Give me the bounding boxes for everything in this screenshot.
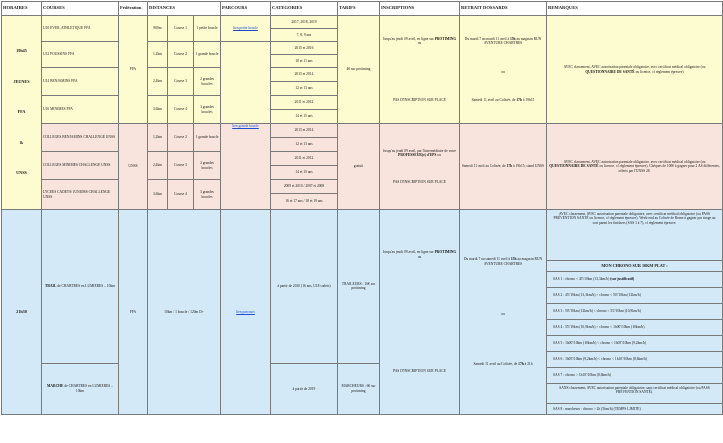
parcours-trail-link[interactable] — [221, 210, 271, 415]
insc-trail-b: PROTIMING — [434, 250, 457, 255]
retrait2-b: 15h — [510, 257, 517, 262]
time-19h45: 19h45 — [16, 48, 27, 54]
retrait-ffa — [460, 16, 547, 124]
label-amp: & — [19, 139, 24, 145]
sas-1-text: SAS 1 : chrono < 45'/10km (13,3km/h) — [553, 277, 610, 281]
insc-ffa-d: PAS D'INSCRIPTION SUR PLACE — [393, 97, 446, 102]
course-col-minimes: COLLEGES MINIMES CHALLENGE UNSS — [42, 152, 119, 180]
retrait2-f: à 21h — [524, 362, 533, 367]
course-u14: U14 BENJAMINS FFA — [42, 68, 119, 96]
header-distances: DISTANCES — [148, 2, 221, 16]
rem-unss-c: ou licence, cf règlement épreuve). Chèques de 100€ à gagner pour 2 AS différentes, offerts par l'UNSS 28. — [599, 164, 720, 173]
label-jeunes: JEUNES — [13, 78, 30, 84]
dist-u10: 900m — [148, 16, 168, 42]
insc-trail-c: ou — [417, 254, 422, 259]
retrait-b: 15h — [509, 36, 516, 41]
schedule-table — [1, 1, 723, 415]
dist-col-benjamins: 1,2km — [148, 124, 168, 152]
course-n-u10: Course 1 — [168, 16, 194, 42]
insc-unss-a: Jusqu'au jeudi 09 avril, par l'intermédiaire de votre — [383, 148, 456, 153]
cat-u16-ages: 14 et 15 ans — [271, 110, 338, 124]
dist-col-minimes: 2,4km — [148, 152, 168, 180]
course-u12: U12 POUSSINS FFA — [42, 42, 119, 68]
cat-col-benjamins-ages: 12 et 13 ans — [271, 138, 338, 152]
insc-ffa-c: ou — [417, 41, 422, 46]
loops-u16: 3 grandes boucles — [194, 96, 221, 124]
cat-u16-years: 2011 et 2012 — [271, 96, 338, 110]
cat-lycees-years: 2009 et 2010 / 2007 et 2008 — [271, 180, 338, 194]
sas-1-extra: (sur justificatif) — [610, 277, 635, 281]
loops-col-benjamins: 1 grande boucle — [194, 124, 221, 152]
remarques-trail — [547, 210, 723, 415]
course-u10: U10 EVEIL ATHLETIQUE FFA — [42, 16, 119, 42]
insc-unss — [380, 124, 460, 210]
course-n-col-minimes: Course 3 — [168, 152, 194, 180]
header-inscriptions: INSCRIPTIONS — [380, 2, 460, 16]
retrait-f: à 19h15 — [522, 97, 535, 102]
header-horaires: HORAIRES — [2, 2, 42, 16]
chrono-title: MON CHRONO SUR 10KM PLAT : — [547, 260, 722, 271]
trail-desc: de CHARTRES en LUMIERES – 10km — [57, 284, 116, 289]
retrait2-c: au magasin RUN AVENTURE CHARTRES — [483, 257, 543, 266]
fed-unss: UNSS — [119, 124, 148, 210]
horaire-jeunes-cell — [2, 16, 42, 210]
tarif-marche: MARCHEURS : 6€ sur protiming — [338, 363, 380, 414]
retrait2-d: Samedi 11 avril au Colisée, de — [473, 362, 518, 367]
sas-2: SAS 2 : 45'/10km (13,3km/h) < chrono < 50'/10km (12km/h) — [547, 287, 722, 303]
rem-unss-b: QUESTIONNAIRE DE SANTÉ — [549, 164, 599, 169]
rem-marche: SANS classement, AVEC autorisation parentale obligatoire, sans certificat médical obligatoire (ou PASS PRÉVENTION SANTÉ). — [547, 383, 722, 403]
sas-3: SAS 3 : 50'/10km (12km/h) < chrono < 55'/10km (10,9km/h) — [547, 303, 722, 319]
cat-col-benjamins-years: 2013 et 2014 — [271, 124, 338, 138]
parcours-big-text[interactable]: lien grande boucle — [232, 124, 259, 128]
insc-ffa-a: Jusqu'au jeudi 09 avril, en ligne sur — [382, 36, 434, 41]
retrait-d: Samedi 11 avril au Colisée, de — [471, 97, 516, 102]
tarif-ffa: 4€ sur protiming — [338, 16, 380, 124]
rem-ffa-c: ou licence, cf règlement épreuve) — [635, 69, 684, 74]
loops-lycees: 3 grandes boucles — [194, 180, 221, 210]
time-21h30: 21h30 — [2, 210, 42, 415]
retrait-ou: ou — [501, 69, 505, 74]
sas-7: SAS 7 : chrono > 1h10'/10km (8,6km/h) — [547, 367, 722, 383]
cat-u10-ages: 7, 8, 9 ans — [271, 29, 338, 42]
fed-trail: FFA — [119, 210, 148, 415]
sas-8: SAS 8 : marcheurs : chrono > 2h (5km/h) (TEMPS LIMITE) — [547, 403, 722, 414]
parcours-empty — [221, 42, 271, 124]
course-lycees: LYCEES CADETS/ JUNIORS CHALLENGE UNSS — [42, 180, 119, 210]
cat-col-minimes-years: 2011 et 2012 — [271, 152, 338, 166]
fed-ffa: FFA — [119, 16, 148, 124]
remarques-ffa — [547, 16, 723, 124]
dist-trail: 10km / 1 boucle / 120m D+ — [148, 210, 221, 415]
insc-trail — [380, 210, 460, 415]
retrait-c: au magasin RUN AVENTURE CHARTRES — [483, 36, 542, 46]
insc-trail-d: PAS D'INSCRIPTION SUR PLACE — [393, 369, 446, 374]
sas-6: SAS 6 : 1h05'/10km (9,2km/h) < chrono < 1h10'/10km (8,6km/h) — [547, 351, 722, 367]
retrait-trail — [460, 210, 547, 415]
marche-title: MARCHE — [47, 384, 64, 389]
course-trail — [42, 210, 119, 364]
parcours-big-link[interactable] — [221, 124, 271, 210]
loops-u12: 1 grande boucle — [194, 42, 221, 68]
cat-u10-years: 2017, 2018, 2019 — [271, 16, 338, 29]
course-n-u16: Course 4 — [168, 96, 194, 124]
course-u16: U16 MINIMES FFA — [42, 96, 119, 124]
dist-lycees: 3,6km — [148, 180, 168, 210]
cat-u12-ages: 10 et 11 ans — [271, 55, 338, 68]
course-marche — [42, 363, 119, 414]
retrait-unss — [460, 124, 547, 210]
course-n-u14: Course 3 — [168, 68, 194, 96]
retrait-unss-a: Samedi 11 avril au Colisée, de — [461, 164, 506, 169]
loops-col-minimes: 2 grandes boucles — [194, 152, 221, 180]
parcours-small-link[interactable] — [221, 16, 271, 42]
rem-trail-intro: AVEC classement, AVEC autorisation parentale obligatoire, avec certificat médical obligatoire (ou PASS PRÉVENTION SANTÉ ou licence, cf règlement épreuve). Week-end au Colisée de Rome à gagner par tirage au sort parmi les finishers (SAS 1 à 7), cf règlement épreuve. — [553, 212, 716, 225]
tarif-trail: TRAILEURS : 16€ sur protiming — [338, 210, 380, 364]
retrait-e: 17h — [516, 97, 522, 102]
header-categories: CATEGORIES — [271, 2, 338, 16]
parcours-trail-text[interactable]: lien parcours — [236, 309, 255, 314]
dist-u16: 3,6km — [148, 96, 168, 124]
insc-trail-a: Jusqu'au jeudi 09 avril, en ligne sur — [382, 250, 434, 255]
insc-ffa-b: PROTIMING — [434, 36, 457, 41]
sas-1 — [547, 271, 722, 287]
header-courses: COURSES — [42, 2, 119, 16]
course-n-lycees: Course 4 — [168, 180, 194, 210]
retrait-unss-c: à 19h15, stand UNSS — [513, 164, 545, 169]
cat-u14-years: 2013 et 2014 — [271, 68, 338, 82]
tarif-unss: gratuit — [338, 124, 380, 210]
remarques-unss — [547, 124, 723, 210]
course-n-col-benjamins: Course 2 — [168, 124, 194, 152]
insc-unss-d: PAS D'INSCRIPTION SUR PLACE — [393, 179, 446, 184]
cat-u14-ages: 12 et 13 ans — [271, 82, 338, 96]
course-n-u12: Course 2 — [168, 42, 194, 68]
rem-ffa-a: AVEC classement, AVEC autorisation parentale obligatoire, avec certificat médical obligatoire (ou — [563, 65, 706, 70]
header-row — [2, 2, 723, 16]
sas-4: SAS 4 : 55'/10km (10,9km/h) < chrono < 1h00'/10km (10km/h) — [547, 319, 722, 335]
cat-col-minimes-ages: 14 et 15 ans — [271, 166, 338, 180]
label-unss: UNSS — [16, 170, 27, 176]
retrait2-e: 17h — [518, 362, 524, 367]
cat-marche: à partir de 2019 — [271, 363, 338, 414]
label-ffa: FFA — [17, 109, 26, 115]
dist-u14: 2,4km — [148, 68, 168, 96]
retrait-unss-b: 17h — [506, 164, 513, 169]
loops-u10: 1 petite boucle — [194, 16, 221, 42]
insc-ffa — [380, 16, 460, 124]
cat-lycees-ages: 16 et 17 ans / 18 et 19 ans — [271, 194, 338, 210]
header-parcours: PARCOURS — [221, 2, 271, 16]
retrait2-ou: ou — [501, 312, 505, 316]
loops-u14: 2 grandes boucles — [194, 68, 221, 96]
rem-ffa-b: QUESTIONNAIRE DE SANTÉ — [585, 69, 635, 74]
course-col-benjamins: COLLEGES BENJAMINS CHALLENGE UNSS — [42, 124, 119, 152]
retrait-a: Du mardi 7 au mardi 11 avril à — [464, 36, 510, 41]
insc-unss-b: PROFESSEUR(e) d'EPS — [398, 153, 437, 158]
sas-5: SAS 5 : 1h00'/10km (10km/h) < chrono < 1h05'/10km (9,2km/h) — [547, 335, 722, 351]
marche-desc: de CHARTRES en LUMIERES – 10km — [64, 384, 113, 393]
header-federation: Fédération — [119, 2, 148, 16]
header-retrait: RETRAIT DOSSARDS — [460, 2, 547, 16]
dist-u12: 1,2km — [148, 42, 168, 68]
retrait2-a: Du mardi 7 au samedi 11 avril à — [463, 257, 510, 262]
header-tarifs: TARIFS — [338, 2, 380, 16]
insc-unss-c: ou — [437, 153, 441, 158]
parcours-small-text[interactable]: lien petite boucle — [233, 26, 258, 31]
trail-title: TRAIL — [44, 284, 57, 289]
cat-trail: à partir de 2010 (16 ans, U18 cadets) — [271, 210, 338, 364]
rem-unss-a: AVEC classement, AVEC autorisation parentale obligatoire, avec certificat médical obligatoire (ou — [563, 159, 706, 164]
cat-u12-years: 2015 et 2016 — [271, 42, 338, 55]
header-remarques: REMARQUES — [547, 2, 723, 16]
